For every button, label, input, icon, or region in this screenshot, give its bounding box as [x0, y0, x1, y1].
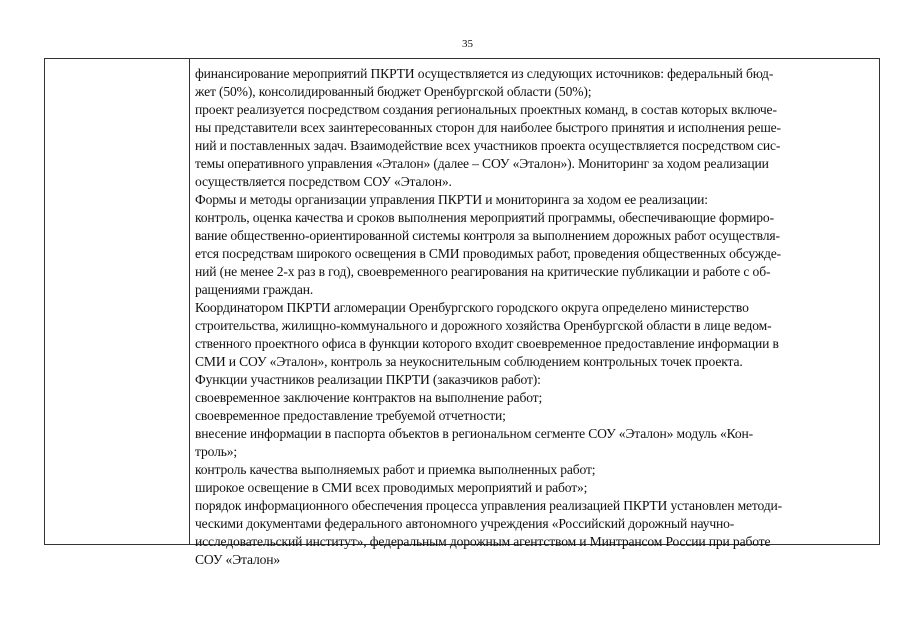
- text-line: осуществляется посредством СОУ «Эталон».: [195, 174, 452, 189]
- page-number: 35: [462, 38, 473, 50]
- text-line: жет (50%), консолидированный бюджет Оренбургской области (50%);: [195, 84, 592, 99]
- text-line: своевременное предоставление требуемой отчетности;: [195, 408, 506, 423]
- text-line: ний (не менее 2-х раз в год), своевременного реагирования на критические публикации и работе с об-: [195, 264, 771, 279]
- text-line: темы оперативного управления «Эталон» (далее – СОУ «Эталон»). Мониторинг за ходом реализации: [195, 156, 769, 171]
- text-line: порядок информационного обеспечения процесса управления реализацией ПКРТИ установлен методи-: [195, 498, 783, 513]
- text-line: контроль качества выполняемых работ и приемка выполненных работ;: [195, 462, 596, 477]
- text-line: Формы и методы организации управления ПКРТИ и мониторинга за ходом ее реализации:: [195, 192, 708, 207]
- text-line: ется посредствам широкого освещения в СМИ проводимых работ, проведения общественных обсужде-: [195, 246, 782, 261]
- text-line: СОУ «Эталон»: [195, 552, 281, 567]
- text-line: ний и поставленных задач. Взаимодействие всех участников проекта осуществляется посредством сис-: [195, 138, 781, 153]
- text-line: внесение информации в паспорта объектов в региональном сегменте СОУ «Эталон» модуль «Кон-: [195, 426, 754, 441]
- table-text-cell: [195, 65, 875, 569]
- text-line: исследовательский институт», федеральным дорожным агентством и Минтрансом России при работе: [195, 534, 771, 549]
- text-line: ственного проектного офиса в функции которого входит своевременное предоставление информации в: [195, 336, 779, 351]
- table-left-column: [45, 59, 190, 544]
- text-line: Координатором ПКРТИ агломерации Оренбургского городского округа определено министерство: [195, 300, 749, 315]
- text-line: вание общественно-ориентированной системы контроля за выполнением дорожных работ осуществля-: [195, 228, 780, 243]
- text-line: контроль, оценка качества и сроков выполнения мероприятий программы, обеспечивающие формиро-: [195, 210, 774, 225]
- text-line: троль»;: [195, 444, 238, 459]
- text-line: своевременное заключение контрактов на выполнение работ;: [195, 390, 543, 405]
- text-line: ращениями граждан.: [195, 282, 314, 297]
- text-line: финансирование мероприятий ПКРТИ осуществляется из следующих источников: федеральный бюд-: [195, 66, 774, 81]
- text-line: проект реализуется посредством создания региональных проектных команд, в состав которых включе-: [195, 102, 777, 117]
- text-line: строительства, жилищно-коммунального и дорожного хозяйства Оренбургской области в лице ведом-: [195, 318, 772, 333]
- text-line: ческими документами федерального автономного учреждения «Российский дорожный научно-: [195, 516, 735, 531]
- text-line: Функции участников реализации ПКРТИ (заказчиков работ):: [195, 372, 541, 387]
- text-line: широкое освещение в СМИ всех проводимых мероприятий и работ»;: [195, 480, 588, 495]
- text-line: ны представители всех заинтересованных сторон для наиболее быстрого принятия и исполнения реше-: [195, 120, 781, 135]
- text-line: СМИ и СОУ «Эталон», контроль за неукоснительным соблюдением контрольных точек проекта.: [195, 354, 743, 369]
- document-table: [44, 58, 880, 567]
